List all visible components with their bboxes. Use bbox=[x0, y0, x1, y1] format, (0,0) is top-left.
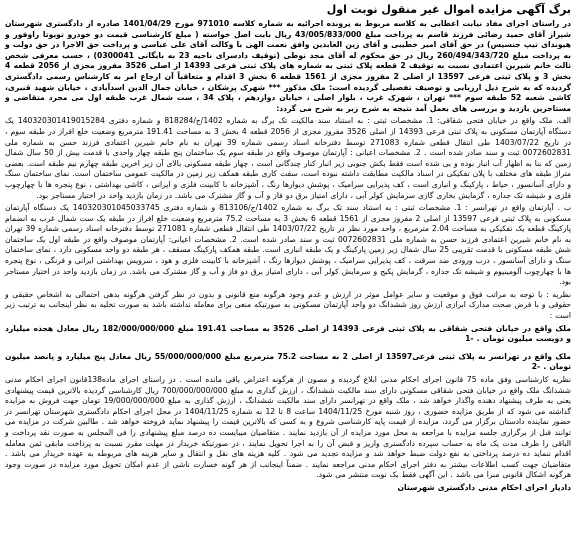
property-b-description: ب . آپارتمان واقع در تهرانسر : 1. مشخصات ثبتی : به استناد سند تک برگ به شماره 1402/ج/813106 و شماره دفتری 140320301045033745 یک دستگاه آپارتمان مسکونی به پلاک ثبتی فرعی 13597 از اصلی 2 مفروز مجزی از 1561 قطعه 6 بخش 3 به مساحت 75.2 مترمربع وضعیت خلع افراز در طبقه یک ست شمال غرب به انضمام پارکینگ قطعه یک تفکیکی به مساحت 2.04 مترمربع ، واحد مورد نظر در تاریخ 1403/07/22 طی انتقال قطعی شماره 271081 توسط دفترخانه اسناد رسمی شماره 39 تهران به نام خانم شیرین اعتمادی فرزند حسن به شماره ملی 0072602831 ثبت و سند صادر شده است. 2. مشخصات اعیانی: آپارتمان موصوف واقع در طبقه اول یک ساختمان شش طبقه مسکونی با قدمت تقریبی 25 سال شمال زیر زمین پارکینگ و یک طبقه انباری است. طبقه همکف پارکینگ مسقف ، هر طبقه دو واحد مسکونی دارد ، نمای ساختمان سنگ و دارای آسانسور ، درب ورودی ضد سرقت ، کف پذیرایی سرامیک ، پوشش دیوارها رنگ ، آشپزخانه با کابینت فلزی و هود ، سرویس بهداشتی ایرانی و فرنگی ، نوع پنجره ها با چهارچوب آلومینیوم و شیشه تک جداره ، گرمایش پکیج و سرمایش کولر آبی ، دارای امتیاز برق دو فاز و آب و گاز مشترک می باشد. در زمان بازدید واحد در اختیار مستاجر بود. bbox=[5, 203, 572, 287]
notice-intro: در راستای اجرای مفاد نیابت اعطایی به کلاسه مربوط به پرونده اجرائیه به شماره کلاسه 971010 مورخ 1401/04/29 صادره از دادگستری شهرستان شیراز آقای حمید رضائی فرزند قاسم به پرداخت مبلغ 43/005/833/000 ریال بابت اصل خواسته ( مبلغ کارشناسی قیمت دو خودرو تویوتا راوفور و هیوندای تیپ جنسیس) در حق آقای امیر خطیبی و آقای زین العابدین وافق نعمت الهی با وکالت آقای علی عباسی و پرداخت حق الاجرا در حق دولت و به پرداخت مبلغ 260/494/343/720 ریال در حق محکوم له آقای مجد نوطی (توقیف دادسرای ناحیه 23 به بایگانی 0300041) ، حسب معرفی شخص ثالث خانم شیرین اعتمادی نسبت به توقیف 2 قطعه پلاک ثبتی به شماره های پلاک ثبتی فرعی 14393 از اصلی 3526 مفروز مجزی از 2056 قطعه 4 بخش 3 و پلاک ثبتی فرعی 13597 از اصلی 2 مفروز مجزی از 1561 قطعه 6 بخش 3 اقدام و متعاقباً آن ارجاع امر به کارشناس رسمی دادگستری گردیده که به شرح ذیل ارزیابی و توصیف تفصیلی گردیده است: ملک مذکور *** شهرک پزشکان ، خیابان جمال الدین اسدآبادی ، خیابان شهید قنبری، کاشی شعبه 52 طبقه سوم *** تهران ، شهرک غرب ، بلوار اصلی ، خیابان دوازدهم ، پلاک 34 ، ست شمال غرب طبقه اول می مجرد متقاضی و مستاجرین بازدید و بررسی های بعمل آمد نتیجه به شرح زیر به شرح می گردد: bbox=[5, 19, 571, 113]
expert-opinion: نظریه : با توجه به مراتب فوق و موقعیت و سایر عوامل موثر در ارزش و عدم وجود هرگونه منع قانونی و بدون در نظر گرفتن هرگونه بدهی احتمالی به اشخاص حقیقی و حقوقی و با فرض صحت مدارک ابرازی ارزش روز ششدانگ دو واحد آپارتمان مسکونی به صورتیکه منعی برای معامله نداشته باشد به صورت تخلیه به نظر اینجانب به ترتیب زیر است : bbox=[5, 289, 571, 321]
notice-title: برگ آگهی مزایده اموال غیر منقول نوبت اول bbox=[326, 3, 571, 16]
notice-document bbox=[5, 3, 571, 534]
property-a-description: الف. ملک واقع در خیابان فتحی شقاقی: 1. مشخصات ثبتی : به استناد سند مالکیت تک برگ به شماره 1402/ج/818284 و شماره دفتری 140320301419015284 یک دستگاه آپارتمان مسکونی به پلاک ثبتی فرعی 14393 از اصلی 3526 مفروز مجزی از 2056 قطعه 4 بخش 3 به مساحت 191.41 مترمربع وضعیت خلع افراز در طبقه سوم ، در تاریخ 1403/07/22 طی انتقال قطعی شماره 271083 توسط دفترخانه اسناد رسمی شماره 39 تهران به نام خانم شیرین اعتمادی فرزند حسن به شماره ملی 0072602831 ثبت و سند صادر شده است . 2. مشخصات اعیانی : آپارتمان موصوف واقع در طبقه سوم یک ساختمان پنج طبقه چهار واحدی با قدمت بیش از 50 سال شمال زمین که بنا به اظهار آب انبار بوده و بی شده است فقط یکش جنوبی زیر انبار کنار چندگانی است ، چهار طبقه مسکونی بالای آن زیر اخرین طبقه چهارم نیم طبقه است. بعضی متراژ طبقه های مختلف با پلان تفکیکی در اسناد مالکیت مطابقت داشته نبوده است، سفت کاری طبقه همکف زیر زمین در مالکیت عمومی ساختمان است. نمای ساختمان سنگ و دارای آسانسور ، حیاط ، پارکینگ و انباری است ، کف پذیرایی سرامیک ، پوشش دیوارها رنگ ، آشپزخانه با کابینت فلزی و ایرانی ، کاشی بهداشتی ، نوع پنجره ها با چهارچوب فلزی و شیشه تک جداره ، گرمایش بخاری گازی سرمایش کولر آبی ، دارای امتیاز برق دو فاز و آب و گاز مشترک می باشد. در زمان بازدید واحد در اختیار مستاجر بود. bbox=[5, 116, 572, 200]
auction-terms: نظریه کارشناسی وفق ماده 75 قانون اجرای احکام مدنی ابلاغ گردیده و مصون از هرگونه اعتراض باقی مانده است . در راستای اجرای ماده138قانون اجرای احکام مدنی ششدانگ ملک واقع در خیابان فتحی شقاقی مسکونی دارای سند مالکیت ششدانگ ، ارزش گذاری به مبلغ 700/000/000/000 ریال کارشناسی گردیده بالاترین قیمت پیشنهادی یعنی به طرف پیشنهاد دهنده واگذار خواهد شد ، ملک واقع در تهرانسر دارای سند مالکیت ششدانگ ، ارزش گذاری به مبلغ 19/000/000/000 تومان جهت فروش به مزایده گذاشته می شود که از طریق مزایده حضوری ، روز شنبه مورخ 1404/11/25 ساعت 8 تا 12 به شماره 1404/11/25 در محل اجرای احکام دادگستری شهرستان تهرانسر در حضور نماینده دادستان برگزار می گردد، مزایده از قیمت پایه کارشناسی شروع و به کسی که بالاترین قیمت را پیشنهاد نماید فروخته خواهد شد . طالبین شرکت در مزایده می توانند قبل از برگزاری جلسه مزایده با مراجعه به محل مورد مزایده از آن بازدید نمایند . متقاضیان میبایست ده درصد مبلغ پیشنهادی را فی المجلس به صورت نقد پرداخت و الباقی را ظرف مدت یک ماه به حساب سپرده دادگستری واریز و قبض آن را به اجرا تحویل نمایند ، در صورتیکه خریدار در مهلت مقرر نسبت به پرداخت مابقی ثمن معامله اقدام ننماید ده درصد پرداختی به نفع دولت ضبط خواهد شد و مزایده تجدید می شود . کلیه هزینه های نقل و انتقال و سایر هزینه های مربوطه به عهده خریدار می باشد . متقاضیان جهت کسب اطلاعات بیشتر به دفتر اجرای احکام مدنی مراجعه نمایند . ضمناً اینجانب از هر گونه خسارت ناشی از عدم امکان تحویل مورد مزایده در صورت وجود هرگونه اشکال قانونی مبرا می باشد . این آگهی فقط یک نوبت منتشر می شود. bbox=[5, 375, 572, 480]
valuation-item-1: ملک واقع در خیابان فتحی شقاقی به پلاک ثبتی فرعی 14393 از اصلی 3526 به مساحت 191.41 مبلغ 182/000/000/000 ریال معادل هجده میلیارد و دویست میلیون تومان . -1 bbox=[5, 323, 571, 344]
valuation-item-2: ملک واقع در تهرانسر به پلاک ثبتی فرعی13597 از اصلی 2 به مساحت 75.2 مترمربع مبلغ 55/000/000/000 ریال معادل پنج میلیارد و پانصد میلیون تومان . -2 bbox=[5, 351, 571, 372]
signature-line: دادیار اجرای احکام مدنی دادگستری شهرستان bbox=[397, 482, 571, 492]
